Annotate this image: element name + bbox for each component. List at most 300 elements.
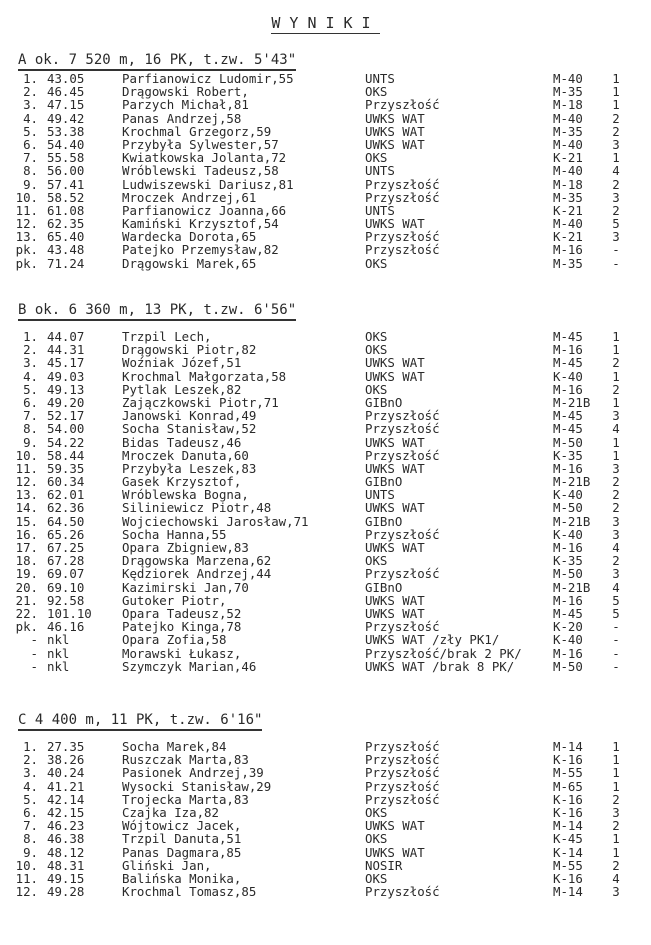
age-category: M-35 (553, 189, 583, 205)
club-name: Przyszłość (365, 778, 440, 794)
finish-time: 64.50 (47, 513, 85, 529)
result-row (0, 515, 651, 528)
club-name: GIBnO (365, 579, 403, 595)
result-row (0, 356, 651, 369)
competitor-name: Wojciechowski Jarosław,71 (122, 513, 309, 529)
finish-time: 40.24 (47, 765, 85, 781)
age-category: M-16 (553, 645, 583, 661)
category-place: 2 (612, 110, 620, 126)
category-place: 2 (612, 474, 620, 490)
category-place: 1 (612, 368, 620, 384)
section-heading (0, 302, 651, 319)
age-category: M-50 (553, 500, 583, 516)
competitor-name: Drągowski Robert, (122, 84, 249, 100)
category-place: 2 (612, 123, 620, 139)
finish-time: 49.28 (47, 884, 85, 900)
category-place: - (612, 619, 620, 635)
competitor-name: Ruszczak Marta,83 (122, 752, 249, 768)
finish-time: 48.12 (47, 844, 85, 860)
competitor-name: Czajka Iza,82 (122, 804, 219, 820)
competitor-name: Gutoker Piotr, (122, 592, 227, 608)
club-name: GIBnO (365, 513, 403, 529)
section-b (0, 302, 651, 673)
club-name: Przyszłość (365, 526, 440, 542)
result-row (0, 370, 651, 383)
competitor-name: Socha Marek,84 (122, 739, 227, 754)
competitor-name: Wróblewski Tadeusz,58 (122, 163, 279, 179)
finish-time: 69.07 (47, 566, 85, 582)
place-number: 10. (15, 189, 38, 205)
category-place: 1 (612, 434, 620, 450)
result-row (0, 647, 651, 660)
age-category: M-35 (553, 84, 583, 100)
category-place: 1 (612, 150, 620, 166)
category-place: 1 (612, 342, 620, 358)
place-number: 6. (23, 804, 38, 820)
competitor-name: Ludwiszewski Dariusz,81 (122, 176, 294, 192)
place-number: - (30, 632, 38, 648)
competitor-name: Parfianowicz Joanna,66 (122, 202, 287, 218)
age-category: M-16 (553, 540, 583, 555)
competitor-name: Kazimirski Jan,70 (122, 579, 249, 595)
age-category: K-40 (553, 487, 583, 503)
age-category: K-21 (553, 150, 583, 166)
place-number: 11. (15, 202, 38, 218)
age-category: M-35 (553, 255, 583, 271)
place-number: 12. (15, 474, 38, 490)
place-number: 5. (23, 791, 38, 807)
club-name: OKS (365, 831, 388, 847)
age-category: M-21B (553, 394, 591, 410)
place-number: 11. (15, 870, 38, 886)
age-category: M-50 (553, 658, 583, 674)
category-place: 1 (612, 765, 620, 781)
competitor-name: Przybyła Leszek,83 (122, 460, 257, 476)
category-place: 1 (612, 394, 620, 410)
finish-time: 57.41 (47, 176, 85, 192)
result-row (0, 846, 651, 859)
category-place: 2 (612, 857, 620, 873)
results-list (0, 72, 651, 270)
category-place: - (612, 658, 620, 674)
club-name: UNTS (365, 202, 395, 218)
competitor-name: Trojecka Marta,83 (122, 791, 249, 807)
age-category: M-45 (553, 355, 583, 371)
finish-time: 49.15 (47, 870, 85, 886)
finish-time: 44.07 (47, 329, 85, 344)
club-name: UWKS WAT (365, 355, 425, 371)
category-place: - (612, 242, 620, 258)
category-place: - (612, 645, 620, 661)
category-place: 2 (612, 381, 620, 397)
age-category: M-14 (553, 818, 583, 834)
result-row (0, 501, 651, 514)
place-number: 10. (15, 447, 38, 463)
place-number: pk. (15, 619, 38, 635)
place-number: 3. (23, 97, 38, 113)
competitor-name: Janowski Konrad,49 (122, 408, 257, 424)
club-name: Przyszłość (365, 765, 440, 781)
place-number: 9. (23, 434, 38, 450)
club-name: OKS (365, 553, 388, 569)
competitor-name: Parzych Michał,81 (122, 97, 249, 113)
competitor-name: Panas Dagmara,85 (122, 844, 242, 860)
competitor-name: Panas Andrzej,58 (122, 110, 242, 126)
result-row (0, 164, 651, 177)
category-place: 2 (612, 487, 620, 503)
finish-time: 54.40 (47, 136, 85, 152)
finish-time: 65.26 (47, 526, 85, 542)
place-number: 6. (23, 136, 38, 152)
result-row (0, 766, 651, 779)
category-place: 1 (612, 71, 620, 86)
result-row (0, 581, 651, 594)
category-place: - (612, 255, 620, 271)
age-category: M-45 (553, 605, 583, 621)
competitor-name: Opara Zofia,58 (122, 632, 227, 648)
finish-time: nkl (47, 645, 70, 661)
category-place: - (612, 632, 620, 648)
category-place: 3 (612, 884, 620, 900)
finish-time: 53.38 (47, 123, 85, 139)
age-category: M-40 (553, 110, 583, 126)
competitor-name: Wardecka Dorota,65 (122, 229, 257, 245)
finish-time: 67.28 (47, 553, 85, 569)
result-row (0, 436, 651, 449)
age-category: M-14 (553, 739, 583, 754)
place-number: 20. (15, 579, 38, 595)
finish-time: 62.36 (47, 500, 85, 516)
age-category: M-45 (553, 408, 583, 424)
place-number: - (30, 645, 38, 661)
club-name: UWKS WAT (365, 818, 425, 834)
place-number: 19. (15, 566, 38, 582)
age-category: M-16 (553, 342, 583, 358)
club-name: OKS (365, 84, 388, 100)
age-category: M-40 (553, 216, 583, 232)
category-place: 1 (612, 84, 620, 100)
club-name: UWKS WAT (365, 460, 425, 476)
club-name: NOSIR (365, 857, 403, 873)
place-number: 8. (23, 421, 38, 437)
finish-time: 46.23 (47, 818, 85, 834)
club-name: Przyszłość (365, 408, 440, 424)
finish-time: 54.00 (47, 421, 85, 437)
category-place: 3 (612, 136, 620, 152)
finish-time: 49.03 (47, 368, 85, 384)
finish-time: 52.17 (47, 408, 85, 424)
place-number: 4. (23, 778, 38, 794)
finish-time: 55.58 (47, 150, 85, 166)
result-row (0, 422, 651, 435)
age-category: K-16 (553, 870, 583, 886)
competitor-name: Krochmal Grzegorz,59 (122, 123, 272, 139)
competitor-name: Siliniewicz Piotr,48 (122, 500, 272, 516)
club-name: Przyszłość (365, 229, 440, 245)
place-number: 11. (15, 460, 38, 476)
age-category: M-21B (553, 474, 591, 490)
competitor-name: Drągowska Marzena,62 (122, 553, 272, 569)
age-category: M-45 (553, 421, 583, 437)
competitor-name: Parfianowicz Ludomir,55 (122, 71, 294, 86)
finish-time: 49.20 (47, 394, 85, 410)
result-row (0, 780, 651, 793)
category-place: 4 (612, 421, 620, 437)
competitor-name: Opara Zbigniew,83 (122, 540, 249, 555)
age-category: M-55 (553, 857, 583, 873)
place-number: 7. (23, 150, 38, 166)
category-place: 1 (612, 831, 620, 847)
club-name: OKS (365, 150, 388, 166)
place-number: 7. (23, 408, 38, 424)
result-row (0, 191, 651, 204)
club-name: UWKS WAT (365, 592, 425, 608)
age-category: K-35 (553, 447, 583, 463)
finish-time: 92.58 (47, 592, 85, 608)
age-category: K-35 (553, 553, 583, 569)
result-row (0, 383, 651, 396)
category-place: 2 (612, 553, 620, 569)
age-category: M-16 (553, 592, 583, 608)
section-heading-text: C 4 400 m, 11 PK, t.zw. 6'16" (18, 712, 262, 731)
club-name: Przyszłość (365, 791, 440, 807)
place-number: 7. (23, 818, 38, 834)
finish-time: 58.52 (47, 189, 85, 205)
age-category: K-16 (553, 804, 583, 820)
category-place: 1 (612, 447, 620, 463)
competitor-name: Trzpil Lech, (122, 329, 212, 344)
competitor-name: Patejko Przemysław,82 (122, 242, 279, 258)
finish-time: 46.16 (47, 619, 85, 635)
club-name: Przyszłość (365, 176, 440, 192)
club-name: Przyszłość (365, 884, 440, 900)
place-number: 4. (23, 110, 38, 126)
club-name: UNTS (365, 163, 395, 179)
category-place: 3 (612, 408, 620, 424)
section-heading-text: B ok. 6 360 m, 13 PK, t.zw. 6'56" (18, 302, 296, 321)
place-number: 4. (23, 368, 38, 384)
finish-time: 54.22 (47, 434, 85, 450)
place-number: 3. (23, 355, 38, 371)
finish-time: 62.35 (47, 216, 85, 232)
competitor-name: Pasionek Andrzej,39 (122, 765, 264, 781)
finish-time: 56.00 (47, 163, 85, 179)
place-number: 13. (15, 487, 38, 503)
section-heading (0, 52, 651, 69)
category-place: 2 (612, 202, 620, 218)
place-number: 1. (23, 739, 38, 754)
category-place: 1 (612, 778, 620, 794)
finish-time: 58.44 (47, 447, 85, 463)
place-number: 6. (23, 394, 38, 410)
age-category: M-21B (553, 579, 591, 595)
result-row (0, 633, 651, 646)
place-number: 10. (15, 857, 38, 873)
finish-time: 59.35 (47, 460, 85, 476)
place-number: 2. (23, 752, 38, 768)
competitor-name: Gliński Jan, (122, 857, 212, 873)
finish-time: 49.42 (47, 110, 85, 126)
result-row (0, 243, 651, 256)
category-place: 2 (612, 355, 620, 371)
age-category: K-16 (553, 791, 583, 807)
place-number: - (30, 658, 38, 674)
category-place: 1 (612, 97, 620, 113)
age-category: M-35 (553, 123, 583, 139)
place-number: 18. (15, 553, 38, 569)
place-number: 12. (15, 216, 38, 232)
category-place: 4 (612, 579, 620, 595)
age-category: K-40 (553, 632, 583, 648)
finish-time: 49.13 (47, 381, 85, 397)
age-category: M-16 (553, 381, 583, 397)
club-name: OKS (365, 342, 388, 358)
finish-time: 61.08 (47, 202, 85, 218)
place-number: pk. (15, 242, 38, 258)
club-name: OKS (365, 255, 388, 271)
category-place: 1 (612, 739, 620, 754)
section-heading-text: A ok. 7 520 m, 16 PK, t.zw. 5'43" (18, 52, 296, 71)
place-number: 2. (23, 342, 38, 358)
competitor-name: Socha Hanna,55 (122, 526, 227, 542)
club-name: Przyszłość (365, 447, 440, 463)
club-name: Przyszłość (365, 752, 440, 768)
competitor-name: Szymczyk Marian,46 (122, 658, 257, 674)
place-number: 9. (23, 176, 38, 192)
club-name: Przyszłość (365, 566, 440, 582)
age-category: M-18 (553, 97, 583, 113)
finish-time: 42.14 (47, 791, 85, 807)
club-name: UWKS WAT (365, 136, 425, 152)
finish-time: 46.38 (47, 831, 85, 847)
age-category: M-50 (553, 434, 583, 450)
competitor-name: Wójtowicz Jacek, (122, 818, 242, 834)
finish-time: 43.05 (47, 71, 85, 86)
finish-time: 69.10 (47, 579, 85, 595)
result-row (0, 832, 651, 845)
age-category: M-40 (553, 136, 583, 152)
club-name: Przyszłość (365, 189, 440, 205)
competitor-name: Gasek Krzysztof, (122, 474, 242, 490)
club-name: Przyszłość (365, 242, 440, 258)
age-category: M-50 (553, 566, 583, 582)
category-place: 3 (612, 513, 620, 529)
age-category: K-21 (553, 229, 583, 245)
category-place: 5 (612, 605, 620, 621)
result-row (0, 125, 651, 138)
competitor-name: Drągowski Piotr,82 (122, 342, 257, 358)
result-row (0, 98, 651, 111)
finish-time: 67.25 (47, 540, 85, 555)
competitor-name: Balińska Monika, (122, 870, 242, 886)
competitor-name: Morawski Łukasz, (122, 645, 242, 661)
category-place: 2 (612, 818, 620, 834)
category-place: 4 (612, 163, 620, 179)
age-category: K-21 (553, 202, 583, 218)
club-name: UWKS WAT (365, 216, 425, 232)
competitor-name: Kwiatkowska Jolanta,72 (122, 150, 287, 166)
club-name: UWKS WAT (365, 110, 425, 126)
club-name: GIBnO (365, 474, 403, 490)
age-category: M-55 (553, 765, 583, 781)
club-name: UWKS WAT (365, 434, 425, 450)
finish-time: 38.26 (47, 752, 85, 768)
finish-time: 60.34 (47, 474, 85, 490)
age-category: K-14 (553, 844, 583, 860)
place-number: 21. (15, 592, 38, 608)
place-number: 5. (23, 123, 38, 139)
age-category: M-45 (553, 329, 583, 344)
age-category: M-21B (553, 513, 591, 529)
result-row (0, 257, 651, 270)
finish-time: 27.35 (47, 739, 85, 754)
finish-time: nkl (47, 658, 70, 674)
result-row (0, 859, 651, 872)
competitor-name: Mroczek Danuta,60 (122, 447, 249, 463)
competitor-name: Przybyła Sylwester,57 (122, 136, 279, 152)
competitor-name: Krochmal Tomasz,85 (122, 884, 257, 900)
place-number: 17. (15, 540, 38, 555)
club-name: UWKS WAT (365, 368, 425, 384)
place-number: 1. (23, 71, 38, 86)
category-place: 3 (612, 189, 620, 205)
section-heading (0, 712, 651, 729)
club-name: UWKS WAT (365, 123, 425, 139)
club-name: UWKS WAT /zły PK1/ (365, 632, 500, 648)
competitor-name: Woźniak Józef,51 (122, 355, 242, 371)
competitor-name: Socha Stanisław,52 (122, 421, 257, 437)
finish-time: 101.10 (47, 605, 92, 621)
result-row (0, 594, 651, 607)
finish-time: 43.48 (47, 242, 85, 258)
category-place: 4 (612, 870, 620, 886)
place-number: 22. (15, 605, 38, 621)
club-name: UWKS WAT /brak 8 PK/ (365, 658, 515, 674)
age-category: M-40 (553, 71, 583, 86)
results-list (0, 330, 651, 673)
finish-time: 46.45 (47, 84, 85, 100)
age-category: K-45 (553, 831, 583, 847)
age-category: M-16 (553, 460, 583, 476)
age-category: K-40 (553, 368, 583, 384)
result-row (0, 660, 651, 673)
place-number: 16. (15, 526, 38, 542)
category-place: 1 (612, 752, 620, 768)
competitor-name: Kędziorek Andrzej,44 (122, 566, 272, 582)
competitor-name: Mroczek Andrzej,61 (122, 189, 257, 205)
club-name: OKS (365, 870, 388, 886)
competitor-name: Wróblewska Bogna, (122, 487, 249, 503)
place-number: 13. (15, 229, 38, 245)
finish-time: 44.31 (47, 342, 85, 358)
competitor-name: Drągowski Marek,65 (122, 255, 257, 271)
club-name: UWKS WAT (365, 540, 425, 555)
competitor-name: Wysocki Stanisław,29 (122, 778, 272, 794)
result-row (0, 885, 651, 898)
age-category: M-40 (553, 163, 583, 179)
category-place: 2 (612, 791, 620, 807)
age-category: M-65 (553, 778, 583, 794)
place-number: 8. (23, 163, 38, 179)
club-name: OKS (365, 804, 388, 820)
competitor-name: Kamiński Krzysztof,54 (122, 216, 279, 232)
finish-time: 41.21 (47, 778, 85, 794)
section-a (0, 52, 651, 270)
result-row (0, 793, 651, 806)
page-title-text: WYNIKI (271, 14, 380, 32)
place-number: 12. (15, 884, 38, 900)
club-name: UNTS (365, 71, 395, 86)
